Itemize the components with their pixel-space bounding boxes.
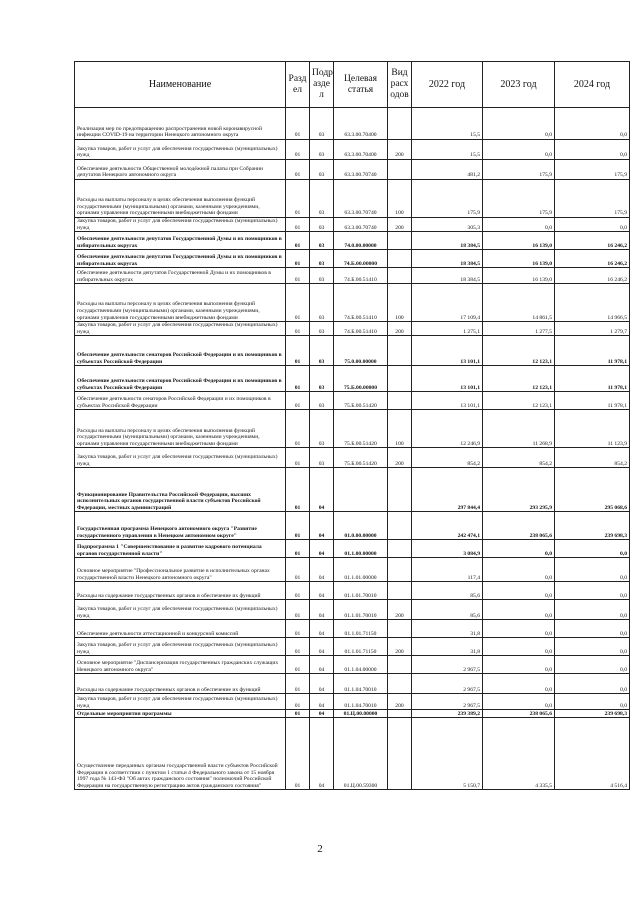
table-cell-target: 74.Б.00.00000 [334, 250, 388, 268]
table-cell-2022: 1 275,1 [412, 322, 483, 336]
table-row [75, 600, 630, 620]
table-row [75, 512, 630, 540]
table-cell-target: 01.1.01.71150 [334, 638, 388, 656]
table-cell-2023: 0,0 [483, 656, 555, 674]
table-cell-2023: 0,0 [483, 694, 555, 710]
table-cell-razdel: 01 [286, 600, 310, 620]
table-cell-2022: 5 150,7 [412, 718, 483, 790]
table-cell-2024: 0,0 [555, 218, 630, 232]
table-cell-2023: 12 123,1 [483, 336, 555, 366]
table-cell-2023: 0,0 [483, 558, 555, 582]
header-vid: Вид расх одов [388, 62, 412, 108]
table-cell-2023: 0,0 [483, 218, 555, 232]
table-cell-2023: 238 065,6 [483, 512, 555, 540]
table-cell-target: 74.0.00.00000 [334, 232, 388, 250]
table-header-row [75, 62, 630, 108]
table-cell-2022: 18 384,5 [412, 232, 483, 250]
header-2023: 2023 год [483, 62, 555, 108]
table-cell-vid [388, 366, 412, 392]
table-cell-target: 01.1.01.70010 [334, 600, 388, 620]
table-cell-vid [388, 468, 412, 512]
table-cell-name: Обеспечение деятельности депутатов Государственной Думы и их помощников в избирательных округах [75, 268, 286, 284]
table-cell-vid: 200 [388, 448, 412, 468]
table-cell-razdel: 01 [286, 232, 310, 250]
table-cell-razdel: 01 [286, 140, 310, 160]
table-cell-razdel: 01 [286, 218, 310, 232]
table-cell-2023: 238 065,6 [483, 710, 555, 718]
table-cell-2023: 0,0 [483, 674, 555, 694]
table-row [75, 468, 630, 512]
table-cell-vid [388, 232, 412, 250]
table-cell-2024: 175,9 [555, 160, 630, 180]
table-cell-name: Основное мероприятие "Профессиональное развитие в исполнительных органах государственной власти Ненецкого автономного округа" [75, 558, 286, 582]
table-cell-podrazdel: 03 [310, 160, 334, 180]
header-target: Целевая статья [334, 62, 388, 108]
table-cell-2023: 11 268,9 [483, 410, 555, 448]
table-cell-target: 01.1.00.00000 [334, 540, 388, 558]
table-cell-razdel: 01 [286, 468, 310, 512]
table-cell-2022: 18 384,5 [412, 250, 483, 268]
table-cell-name: Функционирование Правительства Российской Федерации, высших исполнительных органов государственной власти субъектов Российской Федерации, местных администраций [75, 468, 286, 512]
table-cell-name: Расходы на содержание государственных органов и обеспечение их функций [75, 674, 286, 694]
table-cell-2024: 4 516,4 [555, 718, 630, 790]
table-cell-target: 75.Б.00.51420 [334, 410, 388, 448]
table-cell-2023: 0,0 [483, 582, 555, 600]
table-cell-2024: 175,9 [555, 180, 630, 218]
table-cell-podrazdel: 03 [310, 366, 334, 392]
table-cell-2022: 305,3 [412, 218, 483, 232]
table-cell-vid [388, 558, 412, 582]
table-cell-target: 01.1.01.71150 [334, 620, 388, 638]
table-cell-target: 01.Ц.00.59300 [334, 718, 388, 790]
table-cell-vid: 200 [388, 218, 412, 232]
table-cell-target: 63.3.00.70740 [334, 218, 388, 232]
table-cell-name: Расходы на содержание государственных органов и обеспечение их функций [75, 582, 286, 600]
table-cell-vid [388, 718, 412, 790]
table-cell-2024: 11 123,9 [555, 410, 630, 448]
table-cell-2022: 12 246,9 [412, 410, 483, 448]
table-cell-2022: 13 101,1 [412, 366, 483, 392]
table-cell-2023: 16 139,0 [483, 250, 555, 268]
table-cell-podrazdel: 04 [310, 710, 334, 718]
table-cell-2022: 15,5 [412, 140, 483, 160]
table-cell-2023: 12 123,1 [483, 392, 555, 410]
table-cell-target: 75.Б.00.00000 [334, 366, 388, 392]
table-cell-2023: 4 335,5 [483, 718, 555, 790]
table-cell-target: 75.0.00.00000 [334, 336, 388, 366]
table-cell-vid: 100 [388, 410, 412, 448]
table-cell-2024: 11 978,1 [555, 392, 630, 410]
table-cell-name: Закупка товаров, работ и услуг для обеспечения государственных (муниципальных) нужд [75, 322, 286, 336]
table-cell-name: Обеспечение деятельности депутатов Государственной Думы и их помощников в избирательных округах [75, 250, 286, 268]
table-cell-name: Обеспечение деятельности сенаторов Российской Федерации и их помощников в субъектах Российской Федерации [75, 392, 286, 410]
table-cell-2024: 854,2 [555, 448, 630, 468]
table-cell-podrazdel: 03 [310, 284, 334, 322]
table-cell-2024: 239 698,3 [555, 512, 630, 540]
table-cell-vid [388, 582, 412, 600]
table-row [75, 284, 630, 322]
table-cell-2024: 0,0 [555, 140, 630, 160]
table-cell-2022: 85,6 [412, 600, 483, 620]
table-cell-2024: 0,0 [555, 108, 630, 140]
table-cell-2022: 31,8 [412, 638, 483, 656]
table-cell-razdel: 01 [286, 322, 310, 336]
table-cell-2022: 15,5 [412, 108, 483, 140]
table-cell-vid: 100 [388, 180, 412, 218]
table-cell-podrazdel: 04 [310, 656, 334, 674]
table-cell-podrazdel: 04 [310, 582, 334, 600]
table-cell-name: Обеспечение деятельности аттестационной и конкурсной комиссий [75, 620, 286, 638]
table-cell-2022: 2 967,5 [412, 674, 483, 694]
table-cell-target: 01.1.04.70010 [334, 674, 388, 694]
table-cell-razdel: 01 [286, 448, 310, 468]
table-cell-name: Закупка товаров, работ и услуг для обеспечения государственных (муниципальных) нужд [75, 448, 286, 468]
table-cell-2023: 1 277,5 [483, 322, 555, 336]
table-cell-2024: 16 246,2 [555, 232, 630, 250]
table-cell-razdel: 01 [286, 180, 310, 218]
table-cell-name: Расходы на выплаты персоналу в целях обеспечения выполнения функций государственными (муниципальными) органами, казенными учреждениями, органами управления государственными внебюджетными фондами [75, 410, 286, 448]
table-cell-2023: 175,9 [483, 160, 555, 180]
table-cell-podrazdel: 03 [310, 140, 334, 160]
table-cell-razdel: 01 [286, 620, 310, 638]
table-cell-razdel: 01 [286, 392, 310, 410]
table-cell-2022: 242 474,1 [412, 512, 483, 540]
table-cell-target: 63.3.00.70400 [334, 108, 388, 140]
table-cell-podrazdel: 03 [310, 336, 334, 366]
table-cell-2023: 293 295,9 [483, 468, 555, 512]
budget-table [74, 61, 630, 790]
table-cell-2022: 31,8 [412, 620, 483, 638]
table-row [75, 410, 630, 448]
table-cell-razdel: 01 [286, 160, 310, 180]
table-cell-razdel: 01 [286, 108, 310, 140]
table-cell-name: Осуществление переданных органам государственной власти субъектов Российской Федерации в соответствии с пунктом 1 статьи 4 Федерального закона от 15 ноября 1997 года № 143-ФЗ "Об актах гражданского состояния" полномочий Российской Федерации на государственную регистрацию актов гражданского состояния" [75, 718, 286, 790]
table-cell-2022: 13 101,1 [412, 392, 483, 410]
table-cell-name: Расходы на выплаты персоналу в целях обеспечения выполнения функций государственными (муниципальными) органами, казенными учреждениями, органами управления государственными внебюджетными фондами [75, 284, 286, 322]
table-cell-2024: 0,0 [555, 620, 630, 638]
table-row [75, 582, 630, 600]
table-cell-2022: 2 967,5 [412, 656, 483, 674]
table-row [75, 718, 630, 790]
table-cell-podrazdel: 04 [310, 600, 334, 620]
table-cell-name: Отдельные мероприятия программы [75, 710, 286, 718]
table-cell-vid [388, 656, 412, 674]
table-cell-podrazdel: 03 [310, 392, 334, 410]
table-cell-razdel: 01 [286, 336, 310, 366]
table-cell-vid: 200 [388, 140, 412, 160]
table-cell-target: 63.3.00.70740 [334, 180, 388, 218]
table-cell-target: 01.Ц.00.00000 [334, 710, 388, 718]
table-row [75, 392, 630, 410]
table-row [75, 160, 630, 180]
table-cell-2024: 11 978,1 [555, 366, 630, 392]
table-cell-vid [388, 512, 412, 540]
table-cell-name: Обеспечение деятельности сенаторов Российской Федерации и их помощников в субъектах Российской Федерации [75, 336, 286, 366]
table-body [75, 108, 630, 790]
table-cell-name: Обеспечение деятельности Общественной молодёжной палаты при Собрании депутатов Ненецкого автономного округа [75, 160, 286, 180]
table-cell-2023: 854,2 [483, 448, 555, 468]
table-cell-razdel: 01 [286, 638, 310, 656]
table-cell-2022: 17 109,4 [412, 284, 483, 322]
table-cell-podrazdel: 04 [310, 512, 334, 540]
table-cell-2024: 1 279,7 [555, 322, 630, 336]
table-cell-podrazdel: 03 [310, 322, 334, 336]
table-cell-razdel: 01 [286, 656, 310, 674]
table-cell-name: Закупка товаров, работ и услуг для обеспечения государственных (муниципальных) нужд [75, 218, 286, 232]
table-cell-podrazdel: 03 [310, 218, 334, 232]
table-cell-vid [388, 392, 412, 410]
table-row [75, 232, 630, 250]
table-cell-razdel: 01 [286, 250, 310, 268]
table-cell-2024: 0,0 [555, 674, 630, 694]
table-cell-2024: 0,0 [555, 656, 630, 674]
table-cell-name: Реализация мер по предотвращению распространения новой коронавирусной инфекции COVID-19 на территории Ненецкого автономного округа [75, 108, 286, 140]
table-cell-2022: 18 384,5 [412, 268, 483, 284]
table-cell-2024: 0,0 [555, 582, 630, 600]
page-number: 2 [317, 843, 323, 855]
table-cell-razdel: 01 [286, 582, 310, 600]
table-cell-podrazdel: 03 [310, 250, 334, 268]
table-cell-2023: 0,0 [483, 540, 555, 558]
header-podrazdel: Подр азде л [310, 62, 334, 108]
table-cell-2022: 117,4 [412, 558, 483, 582]
table-row [75, 448, 630, 468]
table-cell-podrazdel: 04 [310, 558, 334, 582]
table-row [75, 656, 630, 674]
table-cell-vid [388, 710, 412, 718]
table-row [75, 250, 630, 268]
table-row [75, 620, 630, 638]
table-cell-razdel: 01 [286, 710, 310, 718]
table-cell-2022: 13 101,1 [412, 336, 483, 366]
table-cell-podrazdel: 04 [310, 620, 334, 638]
table-cell-2022: 3 084,9 [412, 540, 483, 558]
table-cell-2024: 239 698,3 [555, 710, 630, 718]
table-row [75, 218, 630, 232]
header-razdel: Разд ел [286, 62, 310, 108]
table-cell-2023: 16 139,0 [483, 268, 555, 284]
header-name: Наименование [75, 62, 286, 108]
table-cell-2024: 0,0 [555, 600, 630, 620]
table-cell-2024: 0,0 [555, 540, 630, 558]
table-cell-target: 75.Б.00.51420 [334, 448, 388, 468]
table-cell-2023: 12 123,1 [483, 366, 555, 392]
table-cell-podrazdel: 04 [310, 638, 334, 656]
table-cell-name: Закупка товаров, работ и услуг для обеспечения государственных (муниципальных) нужд [75, 140, 286, 160]
table-cell-name: Подпрограмма 1 "Совершенствование и развитие кадрового потенциала органов государственной власти" [75, 540, 286, 558]
table-cell-2024: 16 246,2 [555, 250, 630, 268]
table-cell-2024: 0,0 [555, 694, 630, 710]
table-row [75, 140, 630, 160]
table-cell-razdel: 01 [286, 718, 310, 790]
table-cell-razdel: 01 [286, 558, 310, 582]
table-cell-2022: 85,6 [412, 582, 483, 600]
table-cell-target: 74.Б.00.51410 [334, 322, 388, 336]
table-cell-target: 74.Б.00.51410 [334, 284, 388, 322]
table-cell-razdel: 01 [286, 284, 310, 322]
table-cell-vid [388, 336, 412, 366]
table-cell-vid: 200 [388, 694, 412, 710]
table-cell-2023: 16 139,0 [483, 232, 555, 250]
table-cell-2023: 0,0 [483, 638, 555, 656]
table-cell-razdel: 01 [286, 410, 310, 448]
header-2024: 2024 год [555, 62, 630, 108]
table-cell-vid [388, 674, 412, 694]
table-cell-vid [388, 268, 412, 284]
table-cell-vid [388, 540, 412, 558]
table-cell-vid: 200 [388, 600, 412, 620]
table-row [75, 108, 630, 140]
table-cell-name: Основное мероприятие "Диспансеризация государственных гражданских служащих Ненецкого автономного округа" [75, 656, 286, 674]
table-row [75, 674, 630, 694]
table-cell-2023: 14 861,5 [483, 284, 555, 322]
table-row [75, 268, 630, 284]
table-cell-vid [388, 108, 412, 140]
table-cell-podrazdel: 03 [310, 410, 334, 448]
table-cell-2023: 0,0 [483, 108, 555, 140]
table-row [75, 322, 630, 336]
table-cell-podrazdel: 04 [310, 540, 334, 558]
table-cell-podrazdel: 03 [310, 448, 334, 468]
table-row [75, 558, 630, 582]
table-cell-2024: 11 978,1 [555, 336, 630, 366]
table-cell-target: 63.3.00.70400 [334, 140, 388, 160]
table-cell-target: 75.Б.00.51420 [334, 392, 388, 410]
table-cell-target: 74.Б.00.51410 [334, 268, 388, 284]
table-cell-2024: 16 246,2 [555, 268, 630, 284]
table-cell-vid [388, 160, 412, 180]
table-cell-2022: 297 844,4 [412, 468, 483, 512]
table-cell-target: 01.1.01.00000 [334, 558, 388, 582]
table-row [75, 694, 630, 710]
table-cell-podrazdel: 03 [310, 180, 334, 218]
table-cell-podrazdel: 04 [310, 694, 334, 710]
table-cell-razdel: 01 [286, 512, 310, 540]
table-cell-podrazdel: 04 [310, 674, 334, 694]
table-cell-2024: 0,0 [555, 638, 630, 656]
table-cell-2023: 0,0 [483, 140, 555, 160]
table-cell-target: 01.1.04.70010 [334, 694, 388, 710]
table-cell-podrazdel: 04 [310, 468, 334, 512]
table-cell-podrazdel: 03 [310, 268, 334, 284]
table-cell-target: 01.1.04.00000 [334, 656, 388, 674]
table-cell-razdel: 01 [286, 366, 310, 392]
table-cell-2022: 175,9 [412, 180, 483, 218]
table-cell-vid: 200 [388, 638, 412, 656]
table-cell-2022: 481,2 [412, 160, 483, 180]
table-cell-name: Расходы на выплаты персоналу в целях обеспечения выполнения функций государственными (муниципальными) органами, казенными учреждениями, органами управления государственными внебюджетными фондами [75, 180, 286, 218]
table-row [75, 336, 630, 366]
table-cell-2024: 14 966,5 [555, 284, 630, 322]
table-row [75, 366, 630, 392]
table-cell-name: Государственная программа Ненецкого автономного округа "Развитие государственного управления в Ненецком автономном округе" [75, 512, 286, 540]
table-cell-target: 01.1.01.70010 [334, 582, 388, 600]
table-cell-2024: 295 068,6 [555, 468, 630, 512]
table-cell-name: Обеспечение деятельности сенаторов Российской Федерации и их помощников в субъектах Российской Федерации [75, 366, 286, 392]
table-cell-name: Закупка товаров, работ и услуг для обеспечения государственных (муниципальных) нужд [75, 600, 286, 620]
table-row [75, 710, 630, 718]
table-cell-razdel: 01 [286, 694, 310, 710]
table-cell-2024: 0,0 [555, 558, 630, 582]
table-cell-podrazdel: 03 [310, 232, 334, 250]
table-cell-target: 63.3.00.70740 [334, 160, 388, 180]
table-cell-2022: 2 967,5 [412, 694, 483, 710]
table-cell-razdel: 01 [286, 540, 310, 558]
table-cell-vid: 200 [388, 322, 412, 336]
table-cell-name: Обеспечение деятельности депутатов Государственной Думы и их помощников в избирательных округах [75, 232, 286, 250]
table-cell-name: Закупка товаров, работ и услуг для обеспечения государственных (муниципальных) нужд [75, 638, 286, 656]
table-cell-2022: 239 389,2 [412, 710, 483, 718]
table-cell-2023: 0,0 [483, 600, 555, 620]
table-cell-vid [388, 620, 412, 638]
table-cell-2023: 0,0 [483, 620, 555, 638]
table-cell-2023: 175,9 [483, 180, 555, 218]
table-cell-target: 01.0.00.00000 [334, 512, 388, 540]
header-2022: 2022 год [412, 62, 483, 108]
table-cell-2022: 854,2 [412, 448, 483, 468]
table-cell-name: Закупка товаров, работ и услуг для обеспечения государственных (муниципальных) нужд [75, 694, 286, 710]
table-row [75, 638, 630, 656]
table-row [75, 180, 630, 218]
table-cell-podrazdel: 04 [310, 718, 334, 790]
table-cell-target [334, 468, 388, 512]
table-row [75, 540, 630, 558]
table-cell-podrazdel: 03 [310, 108, 334, 140]
table-cell-razdel: 01 [286, 674, 310, 694]
table-cell-vid [388, 250, 412, 268]
table-cell-vid: 100 [388, 284, 412, 322]
table-cell-razdel: 01 [286, 268, 310, 284]
